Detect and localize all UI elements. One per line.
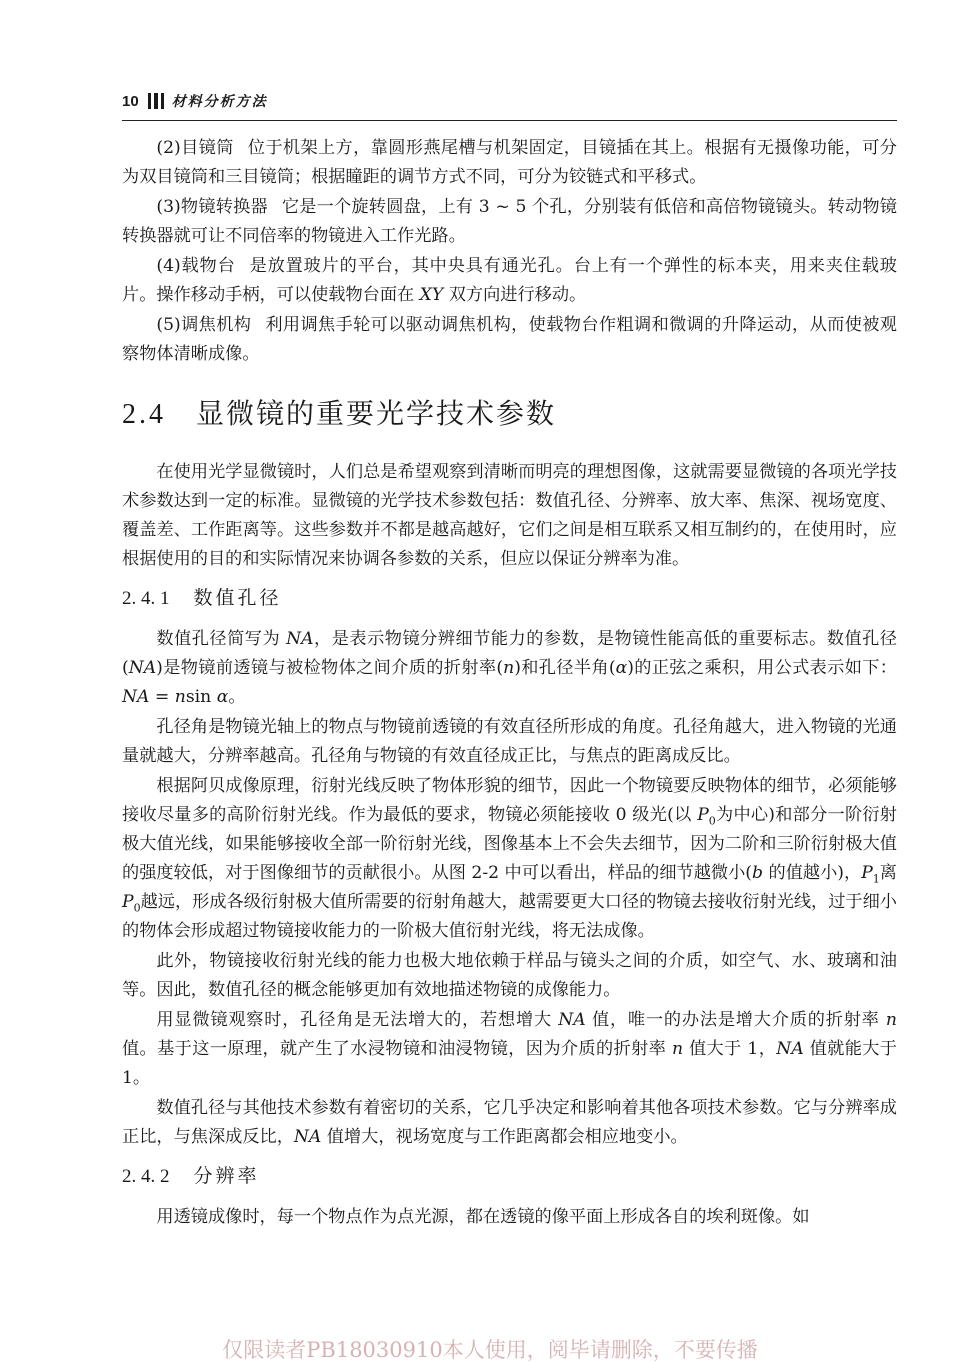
list-item [122, 252, 897, 310]
text-run: sin [185, 687, 217, 707]
subsection-heading [122, 1162, 897, 1191]
italic-term: P [697, 805, 709, 825]
list-item-term: (5)调焦机构 [156, 315, 252, 335]
section-number: 2.4 [122, 399, 166, 430]
header-ornament-icon [148, 93, 164, 109]
italic-term: NA [293, 1127, 322, 1147]
text-run: 用显微镜观察时，孔径角是无法增大的，若想增大 [156, 1010, 559, 1030]
text-run: 值就能大于 1。 [122, 1039, 897, 1088]
subsection-title: 分辨率 [193, 1165, 260, 1187]
list-item-text: 双方向进行移动。 [443, 285, 587, 305]
list-item-term: (2)目镜筒 [156, 138, 234, 158]
paragraph [122, 1006, 897, 1093]
paragraph: 此外，物镜接收衍射光线的能力也极大地依赖于样品与镜头之间的介质，如空气、水、玻璃和油等。因此，数值孔径的概念能够更加有效地描述物镜的成像能力。 [122, 951, 897, 1000]
text-run: 数值孔径与其他技术参数有着密切的关系，它几乎决定和影响着其他各项技术参数。它与分辨率成正比，与焦深成反比， [122, 1098, 897, 1147]
book-title: 材料分析方法 [171, 94, 268, 110]
page-body [122, 134, 897, 1232]
subsection-number: 2. 4. 2 [122, 1166, 170, 1187]
paragraph: 用透镜成像时，每一个物点作为点光源，都在透镜的像平面上形成各自的埃利斑像。如 [156, 1207, 810, 1227]
italic-term: b [752, 863, 764, 883]
italic-term: n [503, 658, 515, 678]
italic-term: NA [286, 629, 314, 649]
italic-term: α [216, 687, 229, 707]
list-item-term: (4)载物台 [156, 256, 236, 276]
text-run: 离 [879, 863, 897, 883]
subscript: 0 [708, 814, 716, 828]
text-run: )是物镜前透镜与被检物体之间介质的折射率( [156, 658, 504, 678]
text-run: 值，唯一的办法是增大介质的折射率 [585, 1010, 886, 1030]
text-run: 越远，形成各级衍射极大值所需要的衍射角越大，越需要更大口径的物镜去接收衍射光线，过于细小的物体会形成超过物镜接收能力的一阶极大值衍射光线，将无法成像。 [122, 892, 897, 941]
section-heading [122, 397, 897, 432]
paragraph: 在使用光学显微镜时，人们总是希望观察到清晰而明亮的理想图像，这就需要显微镜的各项光学技术参数达到一定的标准。显微镜的光学技术参数包括：数值孔径、分辨率、放大率、焦深、视场宽度、覆盖差、工作距离等。这些参数并不都是越高越好，它们之间是相互联系又相互制约的，在使用时，应根据使用的目的和实际情况来协调各参数的关系，但应以保证分辨率为准。 [122, 462, 897, 569]
list-item [122, 311, 897, 369]
italic-term: n [672, 1039, 684, 1059]
subsection-number: 2. 4. 1 [122, 588, 170, 609]
list-item-text: 位于机架上方，靠圆形燕尾槽与机架固定，目镜插在其上。根据有无摄像功能，可分为双目镜筒和三目镜筒；根据瞳距的调节方式不同，可分为铰链式和平移式。 [122, 138, 897, 187]
subsection-title: 数值孔径 [193, 587, 282, 609]
paragraph [122, 1094, 897, 1152]
section-title: 显微镜的重要光学技术参数 [196, 397, 557, 430]
text-run: 的值越小)， [763, 863, 862, 883]
text-run: )和孔径半角( [514, 658, 616, 678]
subscript: 0 [133, 901, 141, 915]
formula: NA = n [122, 687, 186, 707]
paragraph: 孔径角是物镜光轴上的物点与物镜前透镜的有效直径所形成的角度。孔径角越大，进入物镜的光通量就越大，分辨率越高。孔径角与物镜的有效直径成正比，与焦点的距离成反比。 [122, 717, 897, 766]
text-run: 为中心)和部分一阶衍射极大值光线，如果能够接收全部一阶衍射光线，图像基本上不会失去细节，因为二阶和三阶衍射极大值的强度较低，对于图像细节的贡献很小。从图 2-2 中可以看出，样品的细节越微小( [122, 805, 897, 883]
text-run: )的正弦之乘积，用公式表示如下： [627, 658, 897, 678]
text-run: 值大于 1， [683, 1039, 777, 1059]
page-number: 10 [122, 92, 139, 110]
italic-term: P [122, 892, 134, 912]
list-item [122, 193, 897, 251]
text-run: ，是表示物镜分辨细节能力的参数，是物镜性能高低的重要标志。数值孔径( [122, 629, 897, 678]
text-run: 值。基于这一原理，就产生了水浸物镜和油浸物镜，因为介质的折射率 [122, 1039, 673, 1059]
italic-term: NA [558, 1010, 586, 1030]
paragraph [122, 772, 897, 946]
italic-term: NA [776, 1039, 804, 1059]
running-header [122, 88, 897, 114]
list-item [122, 134, 897, 192]
italic-term: n [885, 1010, 897, 1030]
text-run: 根据阿贝成像原理，衍射光线反映了物体形貌的细节，因此一个物镜要反映物体的细节，必须能够接收尽量多的高阶衍射光线。作为最低的要求，物镜必须能接收 0 级光(以 [122, 776, 897, 825]
text-run: 。 [228, 687, 246, 707]
header-rule [122, 120, 897, 121]
italic-term: P [861, 863, 873, 883]
text-run: 数值孔径简写为 [156, 629, 287, 649]
watermark: 仅限读者PB18030910本人使用，阅毕请删除，不要传播 [222, 1338, 758, 1362]
list-item-term: (3)物镜转换器 [156, 197, 268, 217]
italic-term: α [615, 658, 628, 678]
subsection-heading [122, 584, 897, 613]
paragraph [122, 625, 897, 712]
text-run: 值增大，视场宽度与工作距离都会相应地变小。 [321, 1127, 688, 1147]
italic-term: XY [419, 285, 444, 305]
list-item-text: 它是一个旋转圆盘，上有 3 ~ 5 个孔，分别装有低倍和高倍物镜镜头。转动物镜转换器就可让不同倍率的物镜进入工作光路。 [122, 197, 897, 246]
subscript: 1 [872, 872, 880, 886]
list-item-text: 是放置玻片的平台，其中央具有通光孔。台上有一个弹性的标本夹，用来夹住载玻片。操作移动手柄，可以使载物台面在 [122, 256, 897, 305]
list-item-text: 利用调焦手轮可以驱动调焦机构，使载物台作粗调和微调的升降运动，从而使被观察物体清晰成像。 [122, 315, 897, 364]
italic-term: NA [128, 658, 157, 678]
